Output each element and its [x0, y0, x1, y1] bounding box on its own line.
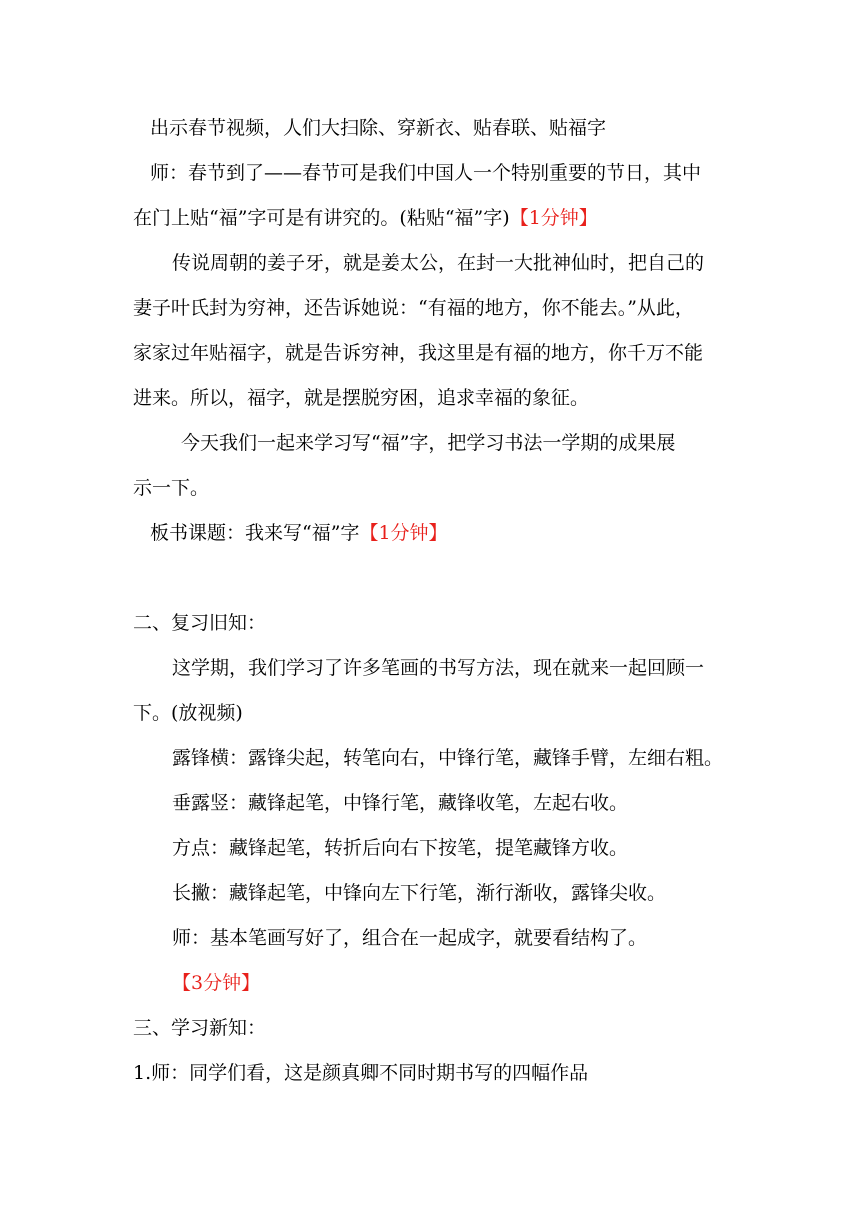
time-marker: 【3分钟】: [172, 972, 261, 994]
line-text: 在门上贴“福”字可是有讲究的。(粘贴“福”字): [133, 207, 510, 229]
line-text: 长撇：藏锋起笔，中锋向左下行笔，渐行渐收，露锋尖收。: [172, 882, 667, 904]
paragraph-line: [133, 295, 694, 321]
paragraph-line: [172, 970, 260, 996]
line-text: 这学期，我们学习了许多笔画的书写方法，现在就来一起回顾一: [172, 657, 705, 679]
paragraph-line: [172, 250, 704, 276]
paragraph-line: [150, 160, 701, 186]
line-text: 家家过年贴福字，就是告诉穷神，我这里是有福的地方，你千万不能: [133, 342, 704, 364]
line-text: 方点：藏锋起笔，转折后向右下按笔，提笔藏锋方收。: [172, 837, 629, 859]
line-text: 板书课题：我来写“福”字: [150, 522, 360, 544]
line-text: 二、复习旧知：: [133, 612, 267, 634]
line-text: 垂露竖：藏锋起笔，中锋行笔，藏锋收笔，左起右收。: [172, 792, 629, 814]
line-text: 今天我们一起来学习写“福”字，把学习书法一学期的成果展: [181, 432, 676, 454]
paragraph-line: [150, 115, 606, 141]
paragraph-line: [133, 340, 703, 366]
paragraph-line: [172, 745, 723, 771]
line-text: 三、学习新知：: [133, 1017, 267, 1039]
paragraph-line: [172, 925, 647, 951]
line-text: 示一下。: [133, 477, 210, 499]
paragraph-line: [181, 430, 675, 456]
line-text: 师：春节到了——春节可是我们中国人一个特别重要的节日，其中: [150, 162, 702, 184]
paragraph-line: [172, 880, 666, 906]
line-text: 传说周朝的姜子牙，就是姜太公，在封一大批神仙时，把自己的: [172, 252, 705, 274]
line-text: 妻子叶氏封为穷神，还告诉她说：“有福的地方，你不能去。”从此，: [133, 297, 694, 319]
section-heading: [133, 1015, 266, 1041]
section-heading: [133, 610, 266, 636]
line-text: 出示春节视频，人们大扫除、穿新衣、贴春联、贴福字: [150, 117, 607, 139]
time-marker: 【1分钟】: [359, 522, 448, 544]
paragraph-line: [150, 520, 448, 546]
paragraph-line: [172, 835, 628, 861]
paragraph-line: [172, 790, 628, 816]
line-text: 师：基本笔画写好了，组合在一起成字，就要看结构了。: [172, 927, 648, 949]
line-text: 露锋横：露锋尖起，转笔向右，中锋行笔，藏锋手臂，左细右粗。: [172, 747, 724, 769]
time-marker: 【1分钟】: [509, 207, 598, 229]
paragraph-line: [133, 1060, 588, 1086]
line-text: 进来。所以，福字，就是摆脱穷困，追求幸福的象征。: [133, 387, 590, 409]
paragraph-line: [172, 655, 704, 681]
paragraph-line: [133, 205, 598, 231]
line-text: 下。(放视频): [133, 702, 243, 724]
paragraph-line: [133, 475, 209, 501]
paragraph-line: [133, 700, 243, 726]
line-text: 1.师：同学们看，这是颜真卿不同时期书写的四幅作品: [133, 1062, 589, 1084]
paragraph-line: [133, 385, 589, 411]
